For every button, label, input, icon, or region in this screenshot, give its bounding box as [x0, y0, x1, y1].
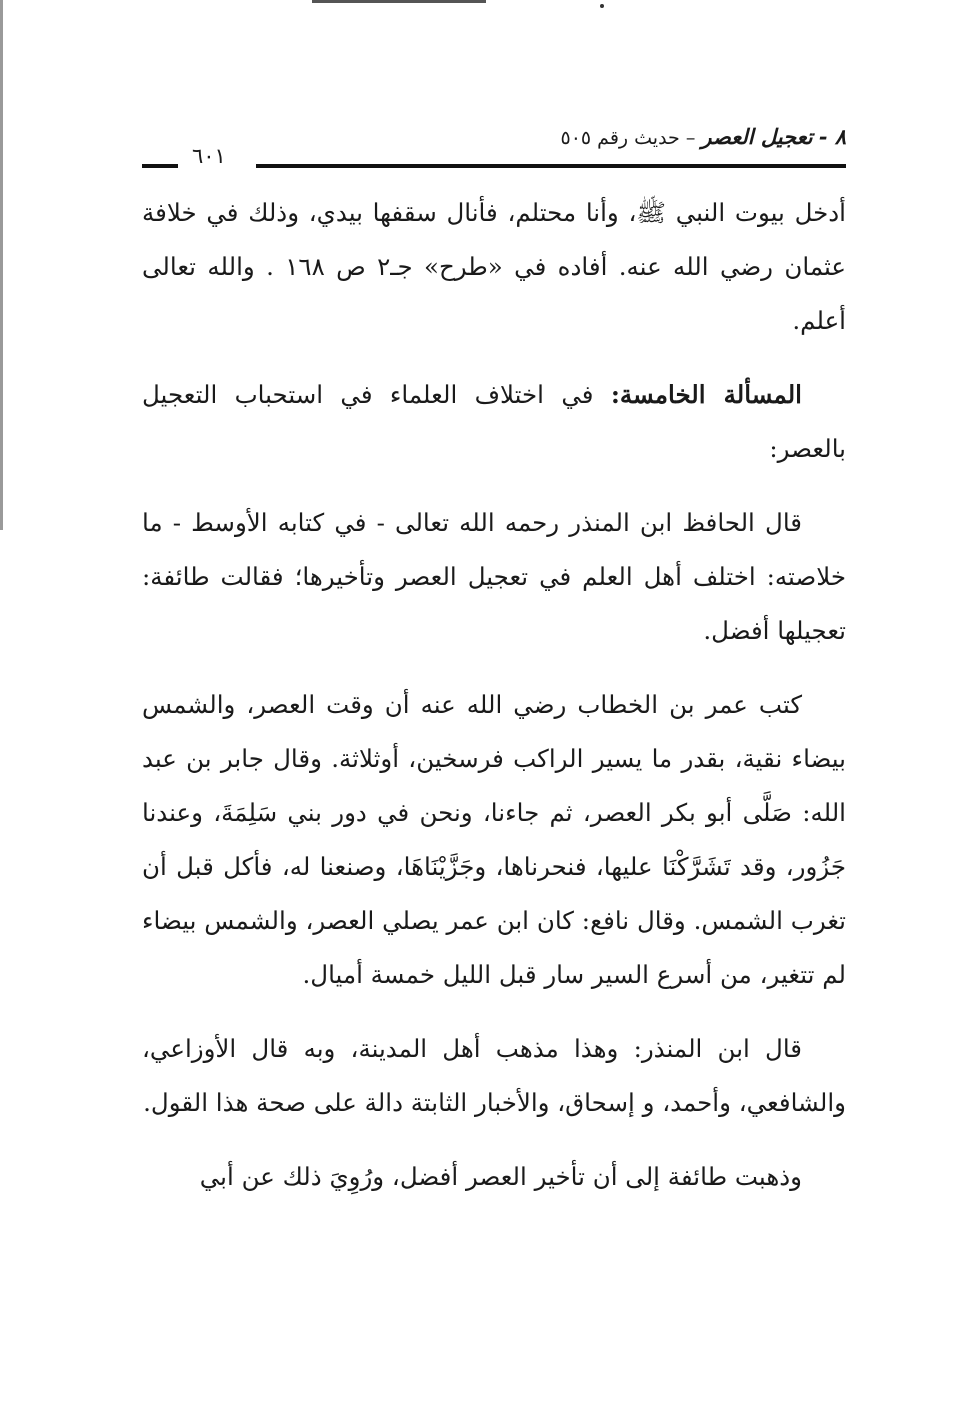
paragraph-text: قال الحافظ ابن المنذر رحمه الله تعالى - في كتابه الأوسط - ما خلاصته: اختلف أهل العلم في تعجيل العصر وتأخيرها؛ فقالت طائفة: تعجيلها أفضل. — [142, 508, 846, 645]
paragraph-madhhab — [142, 1022, 846, 1130]
paragraph-continuation — [142, 186, 846, 348]
paragraph-text: قال ابن المنذر: وهذا مذهب أهل المدينة، وبه قال الأوزاعي، والشافعي، وأحمد، و إسحاق، والأخبار الثابتة دالة على صحة هذا القول. — [142, 1034, 846, 1117]
paragraph-ibn-almundhir — [142, 496, 846, 658]
scan-edge — [0, 0, 3, 530]
running-title — [561, 124, 846, 149]
header-rule — [256, 164, 846, 168]
hadith-reference: حديث رقم ٥٠٥ — [560, 127, 680, 149]
header-rule-left — [142, 164, 178, 168]
page-header — [142, 118, 846, 174]
paragraph-narrations — [142, 678, 846, 1002]
paragraph-text: كتب عمر بن الخطاب رضي الله عنه أن وقت العصر، والشمس بيضاء نقية، بقدر ما يسير الراكب فرسخين، أوثلاثة. وقال جابر بن عبد الله: صَلَّى أبو بكر العصر، ثم جاءنا، ونحن في دور بني سَلِمَةَ، وعندنا جَزُور، وقد تَشَرَّكْنَا عليها، فنحرناها، وجَزَّيْنَاهَا، وصنعنا له، فأكل قبل أن تغرب الشمس. وقال نافع: كان ابن عمر يصلي العصر، والشمس بيضاء لم تتغير، من أسرع السير سار قبل الليل خمسة أميال. — [142, 690, 846, 989]
paragraph-issue-five — [142, 368, 846, 476]
paragraph-delay-opinion — [142, 1150, 846, 1204]
paragraph-text: أدخل بيوت النبي ﷺ، وأنا محتلم، فأنال سقفها بيدي، وذلك في خلافة عثمان رضي الله عنه. أفاده في «طرح» جـ٢ ص ١٦٨ . والله تعالى أعلم. — [142, 198, 847, 335]
top-mark — [600, 4, 604, 8]
paragraph-text: وذهبت طائفة إلى أن تأخير العصر أفضل، ورُوِيَ ذلك عن أبي — [199, 1162, 802, 1191]
title-separator: – — [685, 127, 696, 149]
chapter-number: ٨ - — [818, 124, 846, 149]
section-heading: المسألة الخامسة: — [610, 380, 802, 409]
chapter-title: تعجيل العصر — [701, 124, 813, 149]
top-rule — [312, 0, 486, 3]
paragraph-text: في اختلاف العلماء في استحباب التعجيل بالعصر: — [142, 380, 846, 463]
page-number: ٦٠١ — [184, 144, 234, 168]
page-body — [142, 186, 846, 1224]
